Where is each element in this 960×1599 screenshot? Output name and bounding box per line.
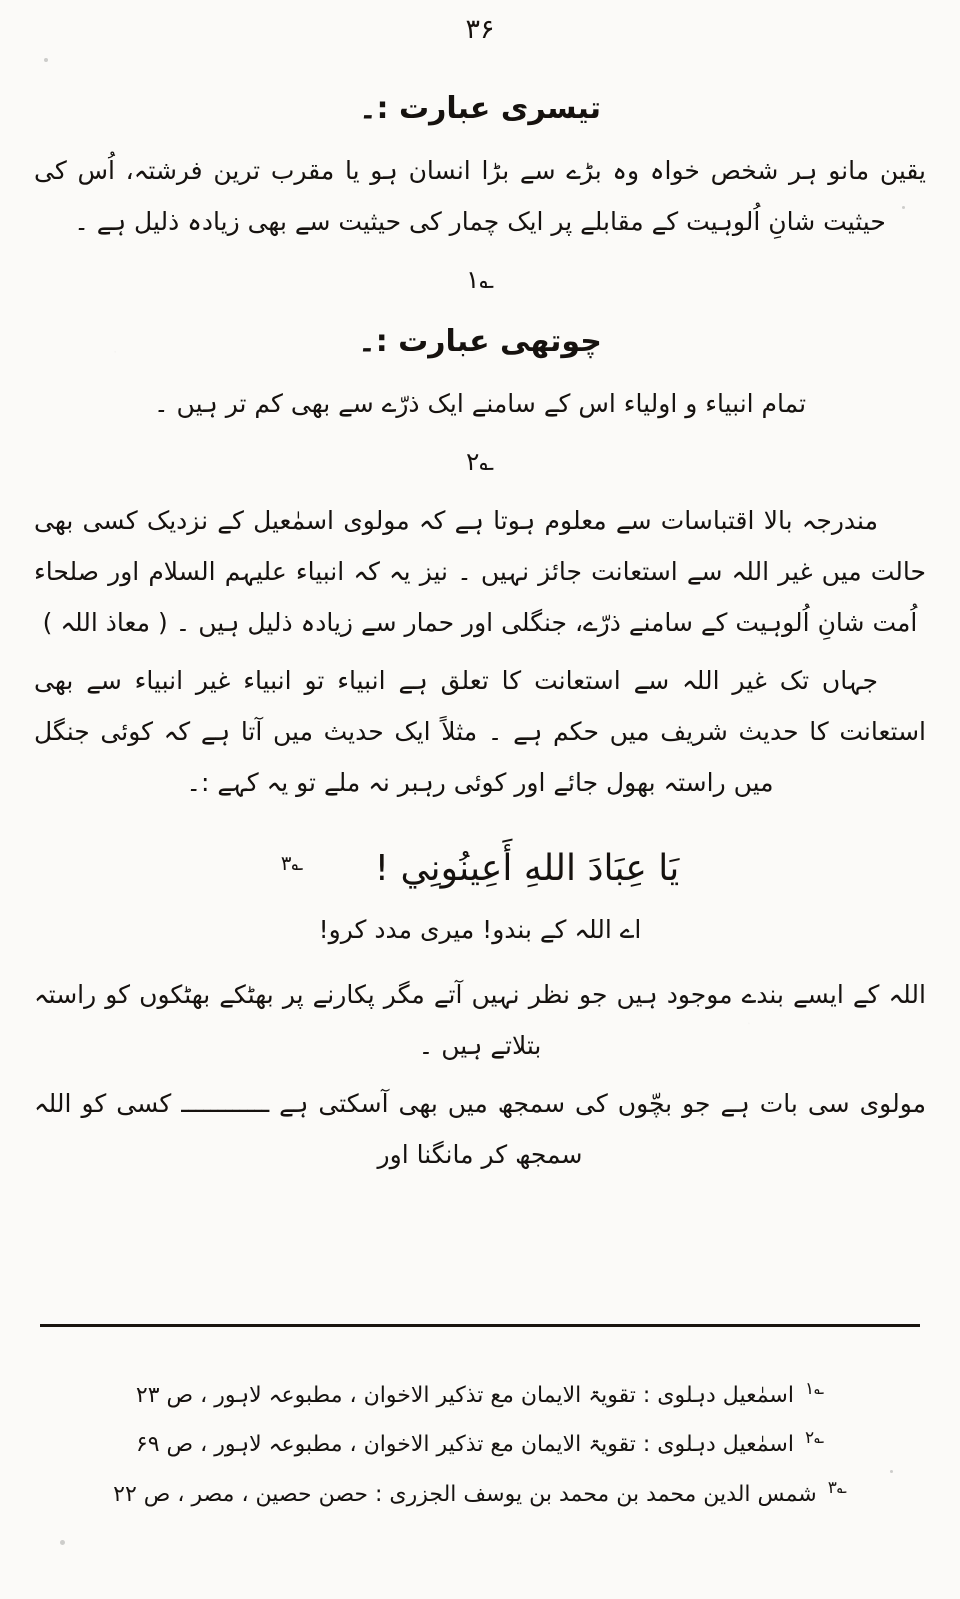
footnote-item: [34, 1470, 926, 1520]
footnote-item: [34, 1420, 926, 1470]
footnote-item: [34, 1371, 926, 1421]
footnote-text: اسمٰعیل دہلوی : تقویۃ الایمان مع تذکیر الاخوان ، مطبوعہ لاہور ، ص ۶۹: [135, 1432, 794, 1457]
footnote-marker-3: ؎۳: [280, 851, 304, 876]
paragraph-closing-2: مولوی سی بات ہے جو بچّوں کی سمجھ میں بھی آسکتی ہے ــــــــــــ کسی کو اللہ سمجھ کر مانگنا اور: [34, 1088, 926, 1169]
arabic-quote: [34, 834, 926, 904]
footnote-marker-1-ref: ؎۱: [804, 1378, 825, 1399]
scan-speck: [60, 1540, 65, 1545]
footnote-divider: [40, 1324, 920, 1327]
footnotes-section: [34, 1371, 926, 1520]
scan-speck: [44, 58, 48, 62]
paragraph-fourth-passage: تمام انبیاء و اولیاء اس کے سامنے ایک ذرّے سے بھی کم تر ہیں ۔: [153, 388, 807, 418]
footnote-marker-2-ref: ؎۲: [804, 1428, 825, 1448]
paragraph-hadith-intro: جہاں تک غیر اللہ سے استعانت کا تعلق ہے انبیاء تو انبیاء غیر انبیاء سے بھی استعانت کا حدیث شریف میں حکم ہے ۔ مثلاً ایک حدیث میں آتا ہے کہ کوئی جنگل میں راستہ بھول جائے اور کوئی رہبر نہ ملے تو یہ کہے :۔: [34, 665, 926, 797]
heading-third-passage: تیسری عبارت :۔: [358, 91, 602, 126]
scan-speck: [890, 1470, 893, 1473]
footnote-text: شمس الدین محمد بن محمد بن یوسف الجزری : حصن حصین ، مصر ، ص ۲۲: [113, 1481, 817, 1507]
arabic-quote-translation: اے اللہ کے بندو! میری مدد کرو!: [318, 915, 642, 945]
scan-speck: [902, 206, 905, 209]
footnote-marker-2: ؎۲: [465, 446, 495, 476]
arabic-quote-text: يَا عِبَادَ اللهِ أَعِينُونِي !: [374, 848, 680, 890]
paragraph-closing-1: اللہ کے ایسے بندے موجود ہیں جو نظر نہیں آتے مگر پکارنے پر بھٹکے بھٹکوں کو راستہ بتلاتے ہیں ۔: [34, 980, 926, 1061]
paragraph-third-passage: یقین مانو ہر شخص خواہ وہ بڑے سے بڑا انسان ہو یا مقرب ترین فرشتہ، اُس کی حیثیت شانِ اُلوہیت کے مقابلے پر ایک چمار کی حیثیت سے بھی زیادہ ذلیل ہے ۔: [34, 155, 926, 236]
paragraph-commentary: مندرجہ بالا اقتباسات سے معلوم ہوتا ہے کہ مولوی اسمٰعیل کے نزدیک کسی بھی حالت میں غیر اللہ سے استعانت جائز نہیں ۔ نیز یہ کہ انبیاء علیہم السلام اور صلحاء اُمت شانِ اُلوہیت کے سامنے ذرّے، جنگلی اور حمار سے زیادہ ذلیل ہیں ۔ ( معاذ اللہ ): [34, 505, 926, 638]
footnote-text: اسمٰعیل دہلوی : تقویۃ الایمان مع تذکیر الاخوان ، مطبوعہ لاہور ، ص ۲۳: [135, 1382, 794, 1408]
footnote-marker-1: ؎۱: [465, 265, 495, 294]
page-body: [34, 78, 926, 1299]
heading-fourth-passage: چوتھی عبارت :۔: [358, 324, 602, 359]
page-number: ۳۶: [465, 14, 495, 45]
footnote-marker-3-ref: ؎۳: [827, 1477, 847, 1498]
